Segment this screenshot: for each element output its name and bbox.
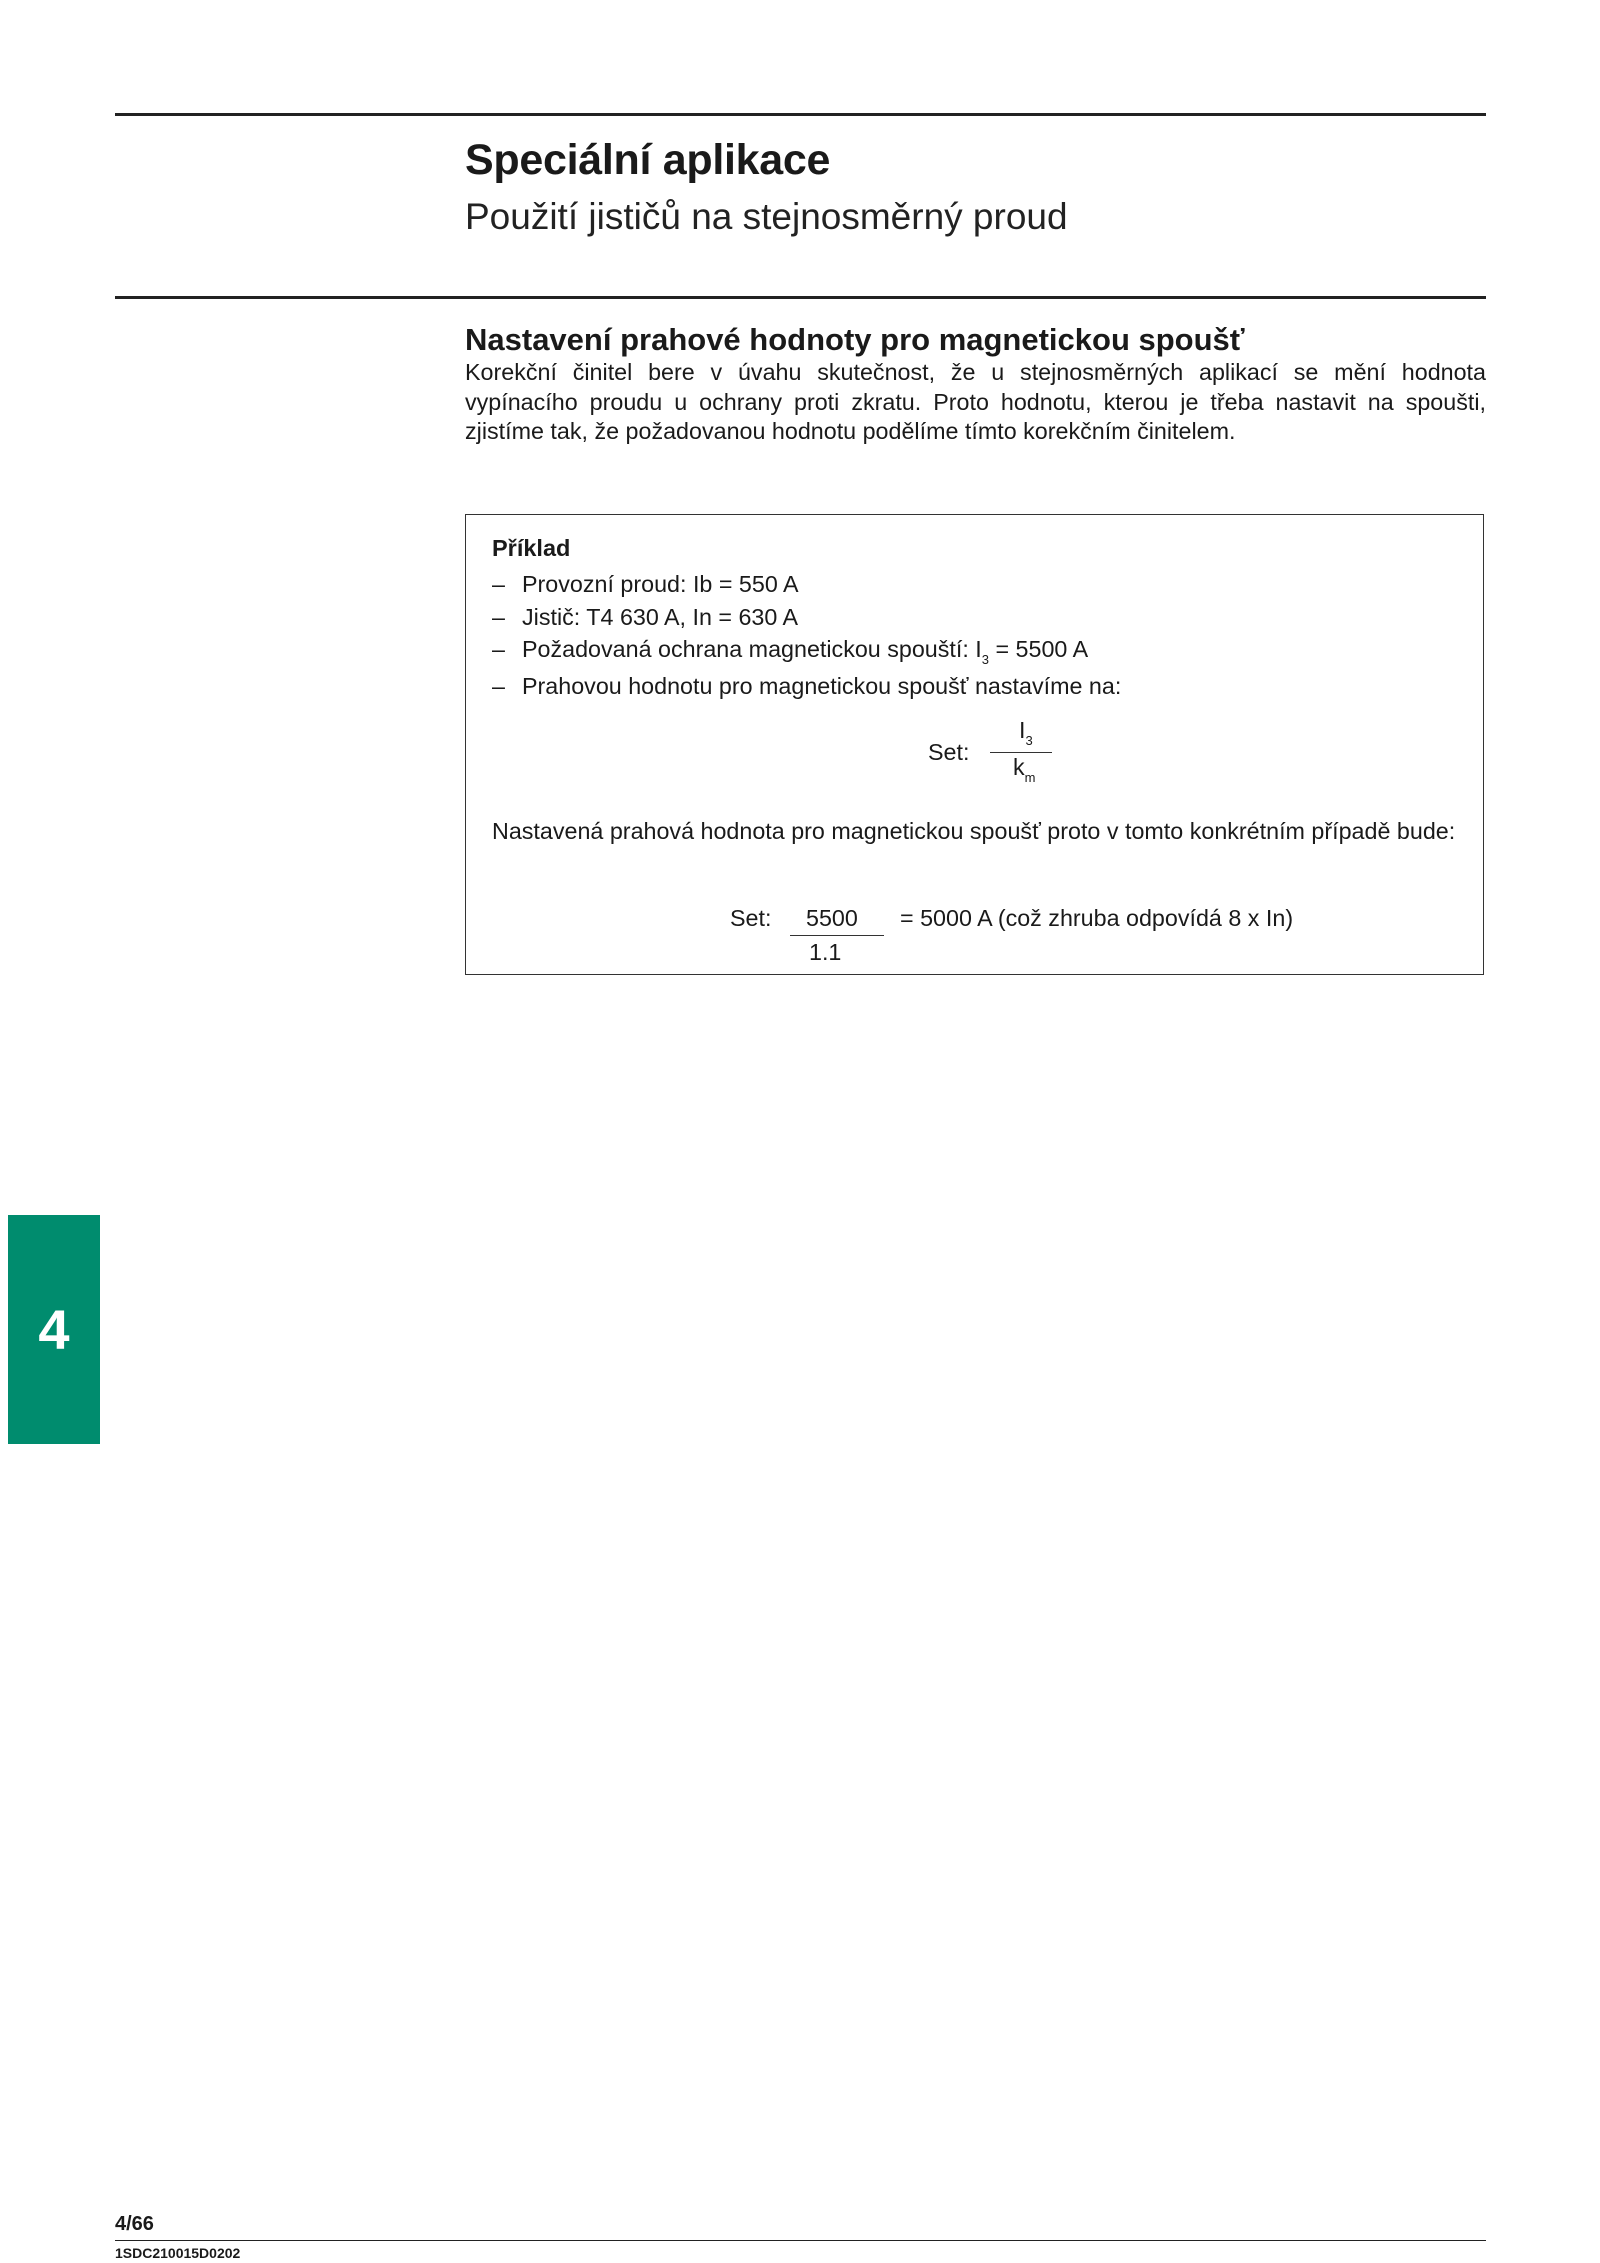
denominator-symbol: k — [1013, 754, 1025, 780]
dash-bullet: – — [492, 636, 505, 662]
list-item — [492, 670, 1121, 703]
numerator-subscript: 3 — [1025, 733, 1033, 748]
list-item — [492, 633, 1121, 670]
document-code: 1SDC210015D0202 — [115, 2245, 241, 2261]
list-item-text: Provozní proud: Ib = 550 A — [522, 571, 799, 597]
section-body: Korekční činitel bere v úvahu skutečnost, že u stejnosměrných aplikací se mění hodnota vypínacího proudu u ochrany proti zkratu. Proto hodnotu, kterou je třeba nastavit na spoušti, zjistíme tak, že požadovanou hodnotu podělíme tímto korekčním činitelem. — [465, 359, 1486, 444]
formula-denominator — [1013, 754, 1036, 785]
header-top-rule — [115, 113, 1486, 116]
page-subtitle: Použití jističů na stejnosměrný proud — [465, 196, 1068, 237]
list-item-text: Prahovou hodnotu pro magnetickou spoušť nastavíme na: — [522, 672, 1122, 699]
denominator-subscript: m — [1024, 770, 1036, 785]
example-list — [492, 568, 1121, 702]
page-number: 4/66 — [115, 2213, 154, 2235]
example-box — [465, 514, 1484, 975]
formula-result: = 5000 A (což zhruba odpovídá 8 x In) — [900, 905, 1294, 931]
footer-rule — [115, 2240, 1486, 2241]
list-item-subscript: 3 — [981, 652, 989, 667]
example-conclusion: Nastavená prahová hodnota pro magnetickou spoušť proto v tomto konkrétním případě bude: — [492, 818, 1456, 844]
header-bottom-rule — [115, 296, 1486, 299]
fraction-line — [790, 935, 884, 936]
list-item-text-post: = 5500 A — [989, 636, 1089, 662]
formula-numerator — [1019, 717, 1033, 748]
list-item-text: Jistič: T4 630 A, In = 630 A — [522, 603, 799, 630]
list-item — [492, 601, 1121, 634]
section-heading: Nastavení prahové hodnoty pro magnetickou spoušť — [465, 322, 1245, 357]
formula-label: Set: — [730, 905, 772, 931]
formula-label: Set: — [928, 739, 970, 765]
list-item-text-pre: Požadovaná ochrana magnetickou spouští: I — [522, 636, 982, 662]
page-title: Speciální aplikace — [465, 136, 831, 184]
example-title: Příklad — [492, 535, 571, 561]
numerator-symbol: I — [1019, 717, 1026, 743]
chapter-number: 4 — [38, 1298, 70, 1361]
formula-set-fraction — [928, 717, 1108, 795]
formula-numerator: 5500 — [806, 905, 858, 931]
chapter-tab — [8, 1215, 100, 1444]
formula-set-result — [730, 905, 1430, 970]
dash-bullet: – — [492, 603, 505, 630]
formula-denominator: 1.1 — [809, 939, 842, 965]
list-item — [492, 568, 1121, 601]
dash-bullet: – — [492, 672, 505, 699]
fraction-line — [990, 752, 1052, 753]
dash-bullet: – — [492, 571, 505, 597]
